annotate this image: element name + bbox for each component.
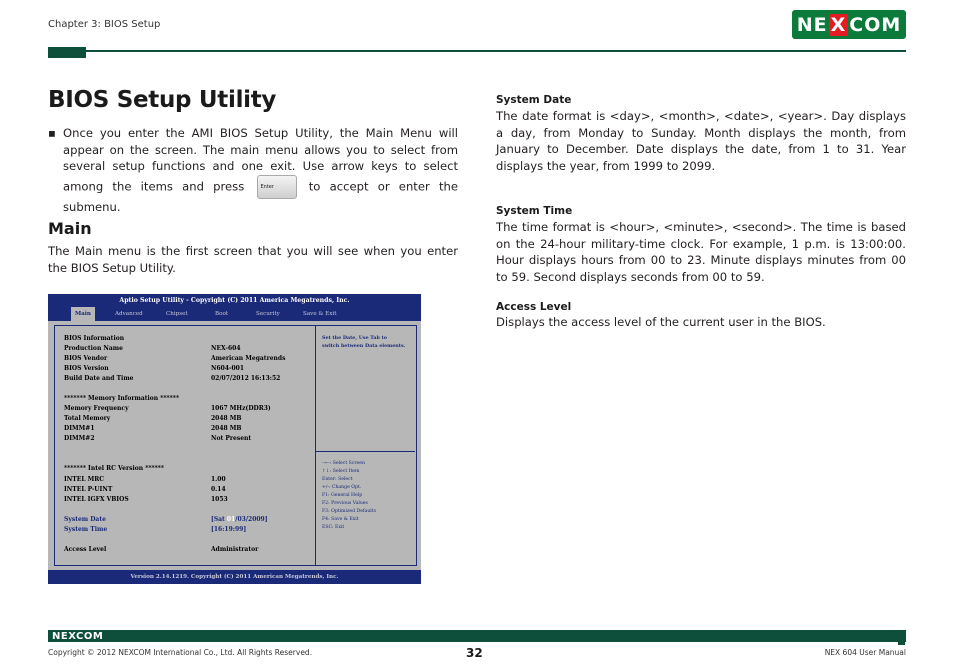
bios-row-value: N604-001: [211, 365, 245, 372]
logo-text-ne: NE: [796, 13, 828, 36]
bios-row-label: ******* Memory Information ******: [64, 395, 180, 402]
system-date-text: The date format is <day>, <month>, <date>, <year>. Day displays a day, from Monday to Sunday. Month displays the month, from January to December. Date displays the date, from 1 to 31. Year displays the year, from 1999 to 2099.: [496, 109, 906, 173]
bios-row-value: 1053: [211, 496, 228, 503]
bios-help-divider: [316, 451, 415, 452]
bios-system-date-value: [211, 516, 268, 523]
bullet-icon: ▪: [48, 126, 56, 140]
bios-divider: [315, 325, 316, 566]
bios-row-label: Access Level: [64, 546, 107, 553]
logo-text-com: COM: [849, 13, 902, 36]
header-rule: [48, 50, 906, 52]
enter-key-icon: Enter: [257, 175, 297, 199]
bios-tab-advanced: Advanced: [115, 311, 143, 317]
bios-key-help: ESC: Exit: [322, 525, 345, 530]
bios-row-label: DIMM#2: [64, 435, 95, 442]
main-description: The Main menu is the first screen that you will see when you enter the BIOS Setup Utility.: [48, 244, 458, 275]
intro-bullet: [48, 125, 458, 215]
bios-tab-security: Security: [256, 311, 280, 317]
bios-system-time-label: System Time: [64, 526, 108, 533]
bios-row-value: Administrator: [211, 546, 259, 553]
nexcom-logo: [792, 10, 906, 39]
footer-square-icon: [898, 638, 905, 645]
bios-title: Aptio Setup Utility - Copyright (C) 2011 America Megatrends, Inc.: [48, 294, 421, 307]
bios-row-label: BIOS Vendor: [64, 355, 108, 362]
footer-square-icon: [889, 630, 896, 637]
bios-row-label: Memory Frequency: [64, 405, 129, 412]
bios-key-help: F2: Previous Values: [322, 501, 368, 506]
bios-key-help: +/-: Change Opt.: [322, 485, 362, 490]
bullet-text-before: Once you enter the AMI BIOS Setup Utility, the Main Menu will appear on the screen. The main menu allows you to select from several setup functions and one exit. Use arrow keys to select among the items and press: [63, 126, 458, 193]
system-time-text: The time format is <hour>, <minute>, <second>. The time is based on the 24-hour military-time clock. For example, 1 p.m. is 13:00:00. Hour displays hours from 00 to 23. Minute displays minutes from 00 to 59. Second displays seconds from 00 to 59.: [496, 220, 906, 284]
bios-row-value: American Megatrends: [211, 355, 286, 362]
bios-row-label: INTEL IGFX VBIOS: [64, 496, 129, 503]
bios-system-date-label: System Date: [64, 516, 106, 523]
header-rule-block: [48, 47, 86, 58]
bios-key-help: Enter: Select: [322, 477, 353, 482]
copyright-text: Copyright © 2012 NEXCOM International Co., Ltd. All Rights Reserved.: [48, 648, 313, 657]
bios-row-label: Build Date and Time: [64, 375, 134, 382]
footer-bar: [48, 630, 906, 642]
bios-key-help: →←: Select Screen: [322, 461, 365, 466]
bios-date-post: /03/2009]: [235, 516, 268, 523]
bios-tab-boot: Boot: [215, 311, 229, 317]
bios-help-line: switch between Data elements.: [322, 343, 406, 349]
bios-row-label: INTEL MRC: [64, 476, 105, 483]
bios-key-help: F1: General Help: [322, 493, 363, 498]
bios-row-value: 2048 MB: [211, 425, 242, 432]
bios-row-label: ******* Intel RC Version ******: [64, 465, 165, 472]
bios-screenshot: [48, 294, 421, 584]
bios-row-value: 02/07/2012 16:13:52: [211, 375, 281, 382]
bios-help-line: Set the Date, Use Tab to: [322, 335, 387, 341]
access-level-heading: Access Level: [496, 301, 572, 313]
page-title: BIOS Setup Utility: [48, 87, 277, 113]
bios-date-pre: [Sat: [211, 516, 227, 523]
bios-row-label: Total Memory: [64, 415, 111, 422]
bios-row-value: 2048 MB: [211, 415, 242, 422]
bios-key-help: F4: Save & Exit: [322, 517, 359, 522]
bios-row-label: Production Name: [64, 345, 123, 352]
bios-row-value: 0.14: [211, 486, 226, 493]
bios-row-value: 1.00: [211, 476, 226, 483]
bullet-text-after: to accept or enter the submenu.: [63, 179, 458, 214]
logo-text-x: X: [830, 13, 847, 36]
bios-tab-chipset: Chipset: [166, 311, 188, 317]
bios-footer: Version 2.14.1219. Copyright (C) 2011 American Megatrends, Inc.: [48, 570, 421, 584]
bios-tab-main: Main: [71, 307, 95, 321]
manual-name: NEX 604 User Manual: [824, 648, 906, 657]
footer-logo: NEXCOM: [52, 631, 104, 642]
system-time-heading: System Time: [496, 205, 573, 217]
chapter-label: Chapter 3: BIOS Setup: [48, 19, 161, 30]
main-heading: Main: [48, 219, 92, 238]
bios-system-time-value: [16:19:99]: [211, 526, 247, 533]
bios-tab-bar: [48, 307, 421, 321]
access-level-text: Displays the access level of the current user in the BIOS.: [496, 315, 826, 329]
bios-row-label: INTEL P-UINT: [64, 486, 113, 493]
bios-tab-save-exit: Save & Exit: [303, 311, 337, 317]
bios-row-label: BIOS Information: [64, 335, 125, 342]
bios-row-value: 1067 MHz(DDR3): [211, 405, 271, 412]
bios-row-label: DIMM#1: [64, 425, 95, 432]
bios-date-selected: 01: [226, 516, 236, 523]
system-date-heading: System Date: [496, 94, 572, 106]
bios-key-help: ↑↓: Select Item: [322, 469, 360, 474]
bios-key-help: F3: Optimized Defaults: [322, 509, 376, 514]
bios-row-value: NEX-604: [211, 345, 241, 352]
bios-row-value: Not Present: [211, 435, 252, 442]
page-number: 32: [466, 646, 483, 660]
bios-row-label: BIOS Version: [64, 365, 109, 372]
